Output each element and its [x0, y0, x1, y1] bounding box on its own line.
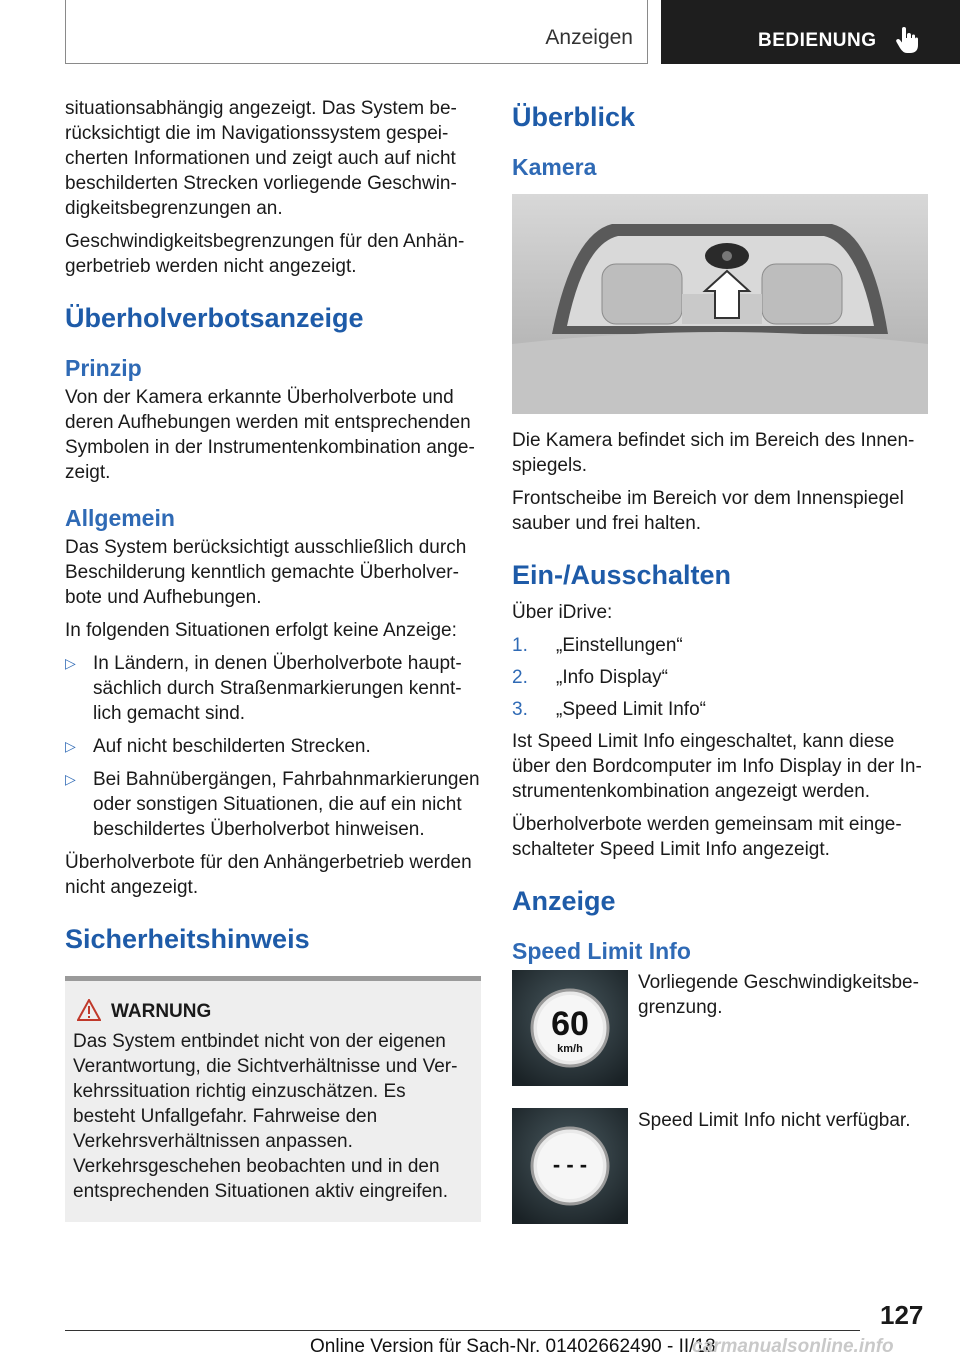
- list-item: ▷ Auf nicht beschilderten Strecken.: [65, 736, 371, 757]
- speed-limit-unavailable-desc: Speed Limit Info nicht verfügbar.: [638, 1110, 911, 1131]
- speed-value-text: 60: [551, 1005, 589, 1043]
- heading-on-off: Ein-/Ausschalten: [512, 560, 732, 590]
- warning-box: [65, 976, 481, 1222]
- paragraph: Frontscheibe im Bereich vor dem Innenspiegel sauber und frei halten.: [512, 488, 904, 534]
- warning-text: Das System entbindet nicht von der eigenen Verantwortung, die Sichtverhältnisse und Verkehrssituation richtig einzuschätzen. Es besteht Unfallgefahr. Fahrweise den Verkehrsverhältnissen anpassen. Verkehrsgeschehen beobachten und in den entsprechenden Situationen aktiv eingreifen.: [73, 1031, 458, 1202]
- footer-divider: [65, 1330, 860, 1331]
- right-column: [512, 96, 928, 1246]
- triangle-bullet-icon: ▷: [65, 738, 76, 754]
- footer-online-version: Online Version für Sach-Nr. 01402662490 - II/18: [310, 1336, 716, 1357]
- paragraph: Überholverbote für den Anhängerbetrieb werden nicht angezeigt.: [65, 852, 472, 898]
- hand-pointer-icon: [896, 27, 918, 53]
- unavailable-dashes-text: - - -: [552, 1152, 588, 1177]
- heading-safety: Sicherheitshinweis: [65, 924, 310, 954]
- page-number: 127: [880, 1300, 924, 1330]
- heading-speed-limit-info: Speed Limit Info: [512, 938, 691, 964]
- warning-triangle-icon: [77, 999, 101, 1021]
- paragraph: Über iDrive:: [512, 602, 613, 623]
- paragraph: In folgenden Situationen erfolgt keine Anzeige:: [65, 620, 457, 641]
- triangle-bullet-icon: ▷: [65, 771, 76, 787]
- paragraph: Ist Speed Limit Info eingeschaltet, kann diese über den Bordcomputer im Info Display in der Instrumentenkombination angezeigt werden.: [512, 731, 922, 802]
- heading-display: Anzeige: [512, 886, 616, 916]
- paragraph: Die Kamera befindet sich im Bereich des Innenspiegels.: [512, 430, 915, 476]
- list-item: ▷ In Ländern, in denen Überholverbote hauptsächlich durch Straßenmarkierungen kenntlich gemacht sind.: [65, 653, 462, 724]
- speed-limit-row: [512, 970, 928, 1088]
- list-item: ▷ Bei Bahnübergängen, Fahrbahnmarkierungen oder sonstigen Situationen, die auf ein nicht beschildertes Überholverbot hinweisen.: [65, 769, 480, 840]
- speed-limit-row: [512, 1108, 928, 1226]
- heading-overtake-display: Überholverbotsanzeige: [65, 303, 364, 333]
- speed-unit-text: km/h: [557, 1043, 583, 1055]
- list-item: 3. „Speed Limit Info“: [512, 699, 706, 720]
- paragraph: Überholverbote werden gemeinsam mit eingeschalteter Speed Limit Info angezeigt.: [512, 814, 902, 860]
- left-column: [65, 96, 481, 1222]
- triangle-bullet-icon: ▷: [65, 655, 76, 671]
- header-section-title: Anzeigen: [545, 26, 633, 49]
- list-item: 1. „Einstellungen“: [512, 635, 683, 656]
- numbered-list: [512, 633, 928, 722]
- heading-principle: Prinzip: [65, 355, 142, 381]
- paragraph: Geschwindigkeitsbegrenzungen für den Anhängerbetrieb werden nicht angezeigt.: [65, 231, 465, 277]
- header-chapter-title: BEDIENUNG: [758, 30, 877, 51]
- speed-limit-desc: Vorliegende Geschwindigkeitsbegrenzung.: [638, 972, 919, 1018]
- warning-title: WARNUNG: [73, 1001, 473, 1023]
- paragraph: Das System berücksichtigt ausschließlich durch Beschilderung kenntlich gemachte Überholverbote und Aufhebungen.: [65, 537, 467, 608]
- paragraph: situationsabhängig angezeigt. Das System berücksichtigt die im Navigationssystem gespeicherten Informationen und zeigt auch auf nicht beschilderten Strecken vorliegende Geschwindigkeitsbegrenzungen an.: [65, 98, 457, 219]
- watermark: carmanualsonline.info: [692, 1336, 894, 1357]
- speed-limit-unavailable-image: [512, 1108, 628, 1224]
- bullet-list: [65, 651, 481, 842]
- list-item: 2. „Info Display“: [512, 667, 668, 688]
- paragraph: Von der Kamera erkannte Überholverbote und deren Aufhebungen werden mit entsprechenden Symbolen in der Instrumentenkombination angezeigt.: [65, 387, 475, 483]
- header-chapter-box: [661, 0, 960, 64]
- speed-limit-sign-image: [512, 970, 628, 1086]
- camera-location-image: [512, 194, 928, 414]
- heading-camera: Kamera: [512, 154, 597, 180]
- heading-overview: Überblick: [512, 102, 636, 132]
- heading-general: Allgemein: [65, 505, 175, 531]
- header-section-box: [65, 0, 648, 64]
